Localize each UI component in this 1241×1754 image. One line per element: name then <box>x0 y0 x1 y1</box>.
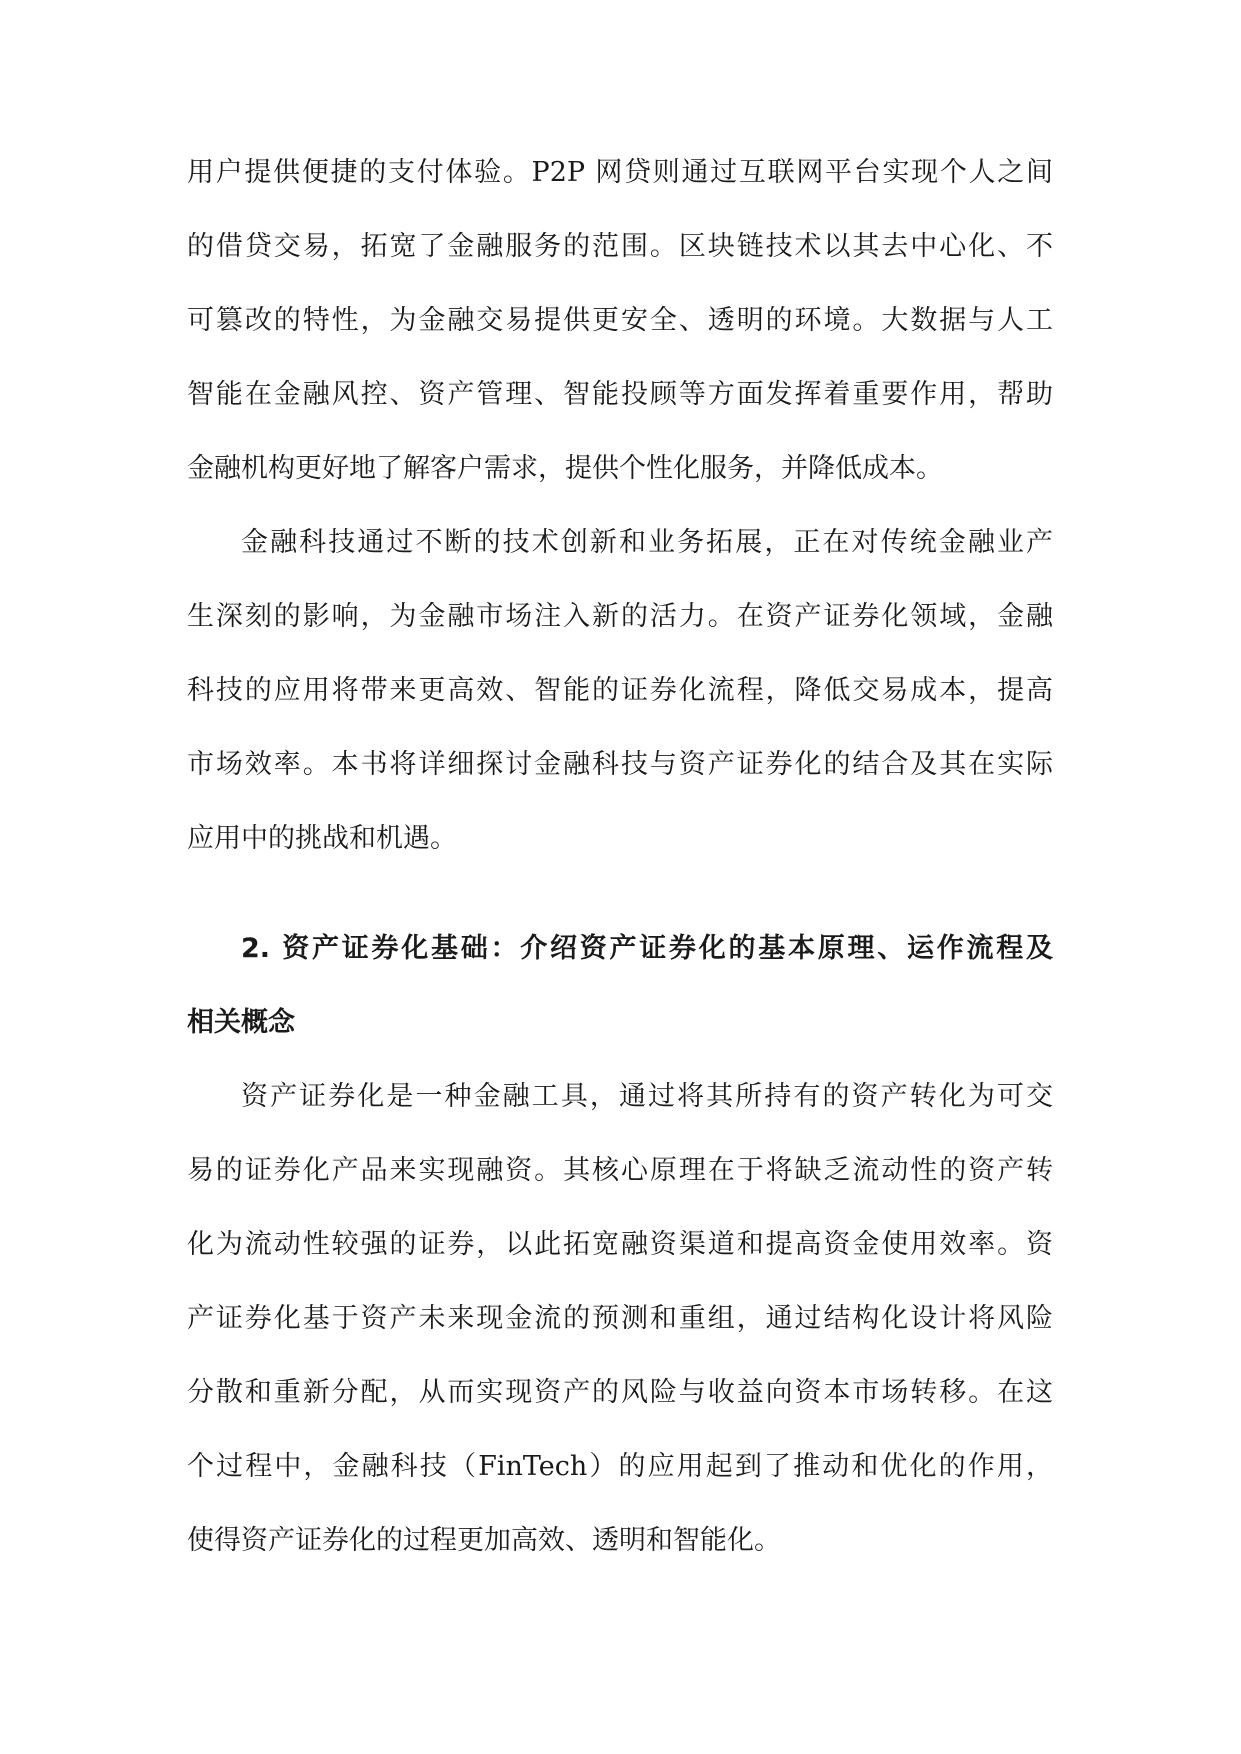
paragraph-line: 金融机构更好地了解客户需求，提供个性化服务，并降低成本。 <box>187 453 943 484</box>
paragraph-line: 智能在金融风控、资产管理、智能投顾等方面发挥着重要作用，帮助 <box>187 379 1053 410</box>
heading-line: 2. 资产证券化基础：介绍资产证券化的基本原理、运作流程及 <box>241 933 1053 964</box>
heading-line: 相关概念 <box>187 1007 295 1038</box>
paragraph-line: 金融科技通过不断的技术创新和业务拓展，正在对传统金融业产 <box>241 527 1053 558</box>
paragraph-line: 可篡改的特性，为金融交易提供更安全、透明的环境。大数据与人工 <box>187 305 1053 336</box>
paragraph-line: 科技的应用将带来更高效、智能的证券化流程，降低交易成本，提高 <box>187 675 1053 706</box>
paragraph-1 <box>187 136 1053 506</box>
paragraph-line: 个过程中，金融科技（FinTech）的应用起到了推动和优化的作用， <box>187 1451 1053 1482</box>
paragraph-2 <box>187 506 1053 876</box>
paragraph-line: 资产证券化是一种金融工具，通过将其所持有的资产转化为可交 <box>241 1081 1053 1112</box>
paragraph-line: 用户提供便捷的支付体验。P2P 网贷则通过互联网平台实现个人之间 <box>187 157 1053 188</box>
paragraph-line: 易的证券化产品来实现融资。其核心原理在于将缺乏流动性的资产转 <box>187 1155 1053 1186</box>
section-heading <box>187 912 1053 1060</box>
paragraph-line: 使得资产证券化的过程更加高效、透明和智能化。 <box>187 1525 781 1556</box>
paragraph-line: 应用中的挑战和机遇。 <box>187 823 457 854</box>
paragraph-line: 生深刻的影响，为金融市场注入新的活力。在资产证券化领域，金融 <box>187 601 1053 632</box>
paragraph-line: 市场效率。本书将详细探讨金融科技与资产证券化的结合及其在实际 <box>187 749 1053 780</box>
paragraph-line: 产证券化基于资产未来现金流的预测和重组，通过结构化设计将风险 <box>187 1303 1053 1334</box>
paragraph-3 <box>187 1060 1053 1578</box>
paragraph-line: 化为流动性较强的证券，以此拓宽融资渠道和提高资金使用效率。资 <box>187 1229 1053 1260</box>
paragraph-line: 的借贷交易，拓宽了金融服务的范围。区块链技术以其去中心化、不 <box>187 231 1053 262</box>
paragraph-line: 分散和重新分配，从而实现资产的风险与收益向资本市场转移。在这 <box>187 1377 1053 1408</box>
